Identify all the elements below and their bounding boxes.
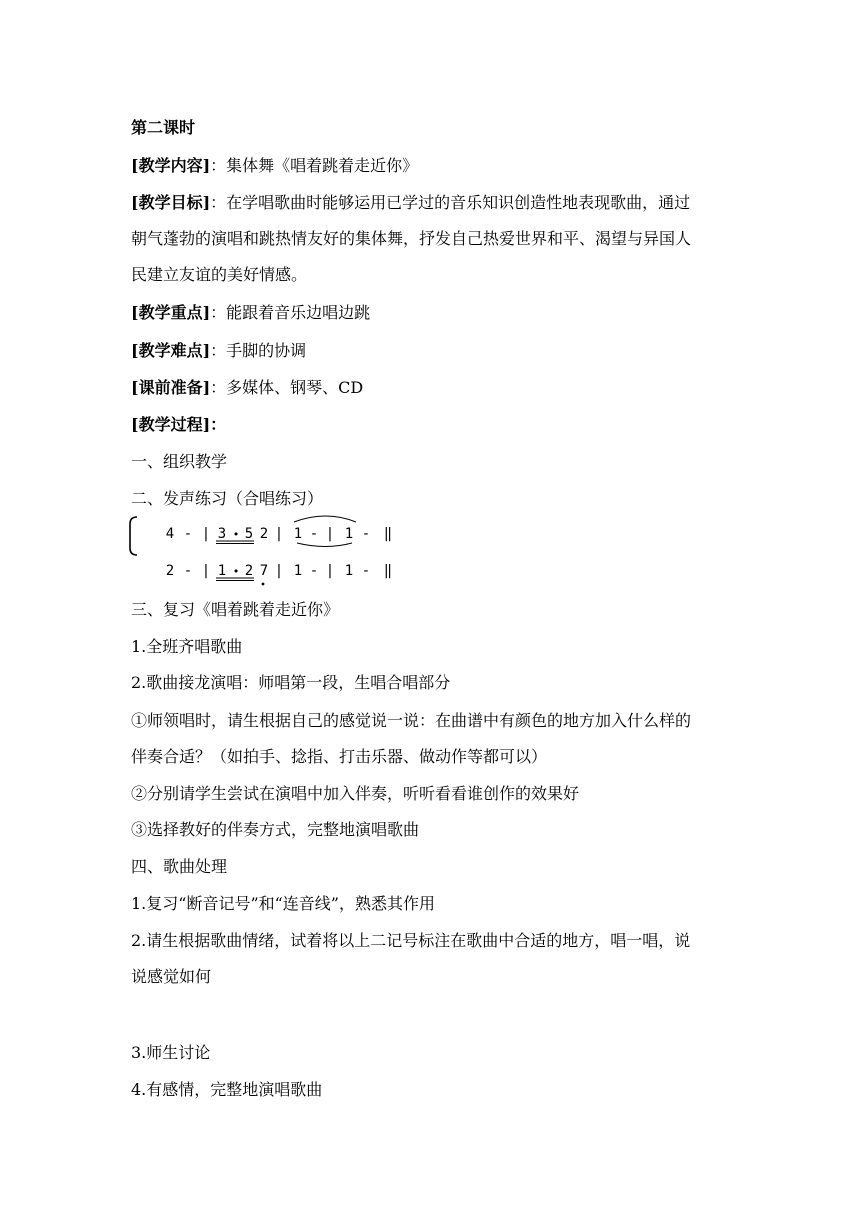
lower-symbol-11: 1: [344, 563, 354, 579]
process-row: [131, 415, 741, 435]
lower-symbol-0: 2: [165, 563, 175, 579]
key-value: ：能跟着音乐边唱边跳: [210, 303, 371, 322]
lower-symbol-4: •: [232, 565, 240, 578]
prep-row: [131, 378, 741, 398]
upper-symbol-0: 4: [165, 526, 175, 542]
low-octave-dot: [262, 583, 265, 586]
lower-symbol-6: 7: [259, 563, 269, 579]
upper-symbol-6: 2: [259, 526, 269, 542]
difficulty-row: [131, 341, 741, 361]
difficulty-value: ：手脚的协调: [210, 341, 307, 360]
upper-symbol-1: -: [183, 526, 193, 542]
step-3-2: 2.歌曲接龙演唱：师唱第一段，生唱合唱部分: [131, 673, 451, 692]
upper-symbol-4: •: [232, 528, 240, 541]
goal-line-1: ：在学唱歌曲时能够运用已学过的音乐知识创造性地表现歌曲，通过: [210, 193, 691, 212]
staff-brace: [130, 517, 137, 555]
lower-symbol-2: |: [201, 563, 211, 579]
content-row: [131, 156, 741, 176]
step-1: 一、组织教学: [131, 452, 228, 471]
goal-line-3: 民建立友谊的美好情感。: [131, 265, 308, 284]
vocal-exercise-notation: [126, 512, 426, 588]
difficulty-label: [教学难点]: [131, 341, 211, 360]
prep-value: ：多媒体、钢琴、CD: [210, 378, 364, 397]
lower-symbol-13: ‖: [383, 563, 393, 579]
step-4-3: 3.师生讨论: [131, 1043, 211, 1062]
step-3-1: 1.全班齐唱歌曲: [131, 637, 243, 656]
lower-symbol-1: -: [183, 563, 193, 579]
upper-symbol-10: |: [325, 526, 335, 542]
step-4-1: 1.复习“断音记号”和“连音线”，熟悉其作用: [131, 894, 435, 913]
lower-symbol-3: 1: [217, 563, 227, 579]
lower-symbol-10: |: [325, 563, 335, 579]
key-label: [教学重点]: [131, 303, 211, 322]
upper-symbol-2: |: [201, 526, 211, 542]
content-label: [教学内容]: [131, 156, 211, 175]
step-3-a-line-2: 伴奏合适？（如拍手、捻指、打击乐器、做动作等都可以）: [131, 747, 548, 766]
upper-symbol-8: 1: [293, 526, 303, 542]
upper-symbol-3: 3: [217, 526, 227, 542]
notation-lower-row: [166, 563, 392, 579]
prep-label: [课前准备]: [131, 378, 211, 397]
step-4-2-line-1: 2.请生根据歌曲情绪，试着将以上二记号标注在歌曲中合适的地方，唱一唱，说: [131, 931, 691, 950]
goal-line-2: 朝气蓬勃的演唱和跳热情友好的集体舞，抒发自己热爱世界和平、渴望与异国人: [131, 229, 692, 248]
tie-arc: [294, 516, 356, 522]
notation-upper-row: [166, 526, 392, 542]
lower-symbol-8: 1: [293, 563, 303, 579]
goal-label: [教学目标]: [131, 193, 211, 212]
step-3-a-line-1: ①师领唱时，请生根据自己的感觉说一说：在曲谱中有颜色的地方加入什么样的: [131, 711, 692, 730]
step-2: 二、发声练习（合唱练习）: [131, 489, 324, 508]
lower-symbol-9: -: [309, 563, 319, 579]
upper-symbol-11: 1: [344, 526, 354, 542]
upper-symbol-5: 5: [244, 526, 254, 542]
upper-symbol-9: -: [309, 526, 319, 542]
goal-row: [131, 193, 741, 213]
step-4-2-line-2: 说感觉如何: [131, 967, 212, 986]
step-4-4: 4.有感情，完整地演唱歌曲: [131, 1080, 323, 1099]
process-label: [教学过程]: [131, 415, 211, 434]
step-3-b: ②分别请学生尝试在演唱中加入伴奏，听听看看谁创作的效果好: [131, 784, 580, 803]
upper-symbol-7: |: [274, 526, 284, 542]
step-3: 三、复习《唱着跳着走近你》: [131, 600, 340, 619]
lower-symbol-12: -: [361, 563, 371, 579]
upper-symbol-12: -: [361, 526, 371, 542]
step-4: 四、歌曲处理: [131, 857, 228, 876]
upper-symbol-13: ‖: [383, 526, 393, 542]
lesson-title: 第二课时: [131, 118, 196, 137]
key-row: [131, 303, 741, 323]
content-value: ：集体舞《唱着跳着走近你》: [210, 156, 419, 175]
slur-arc: [297, 543, 352, 547]
process-colon: ：: [210, 415, 227, 434]
lower-symbol-7: |: [274, 563, 284, 579]
step-3-c: ③选择教好的伴奏方式，完整地演唱歌曲: [131, 820, 420, 839]
lower-symbol-5: 2: [244, 563, 254, 579]
